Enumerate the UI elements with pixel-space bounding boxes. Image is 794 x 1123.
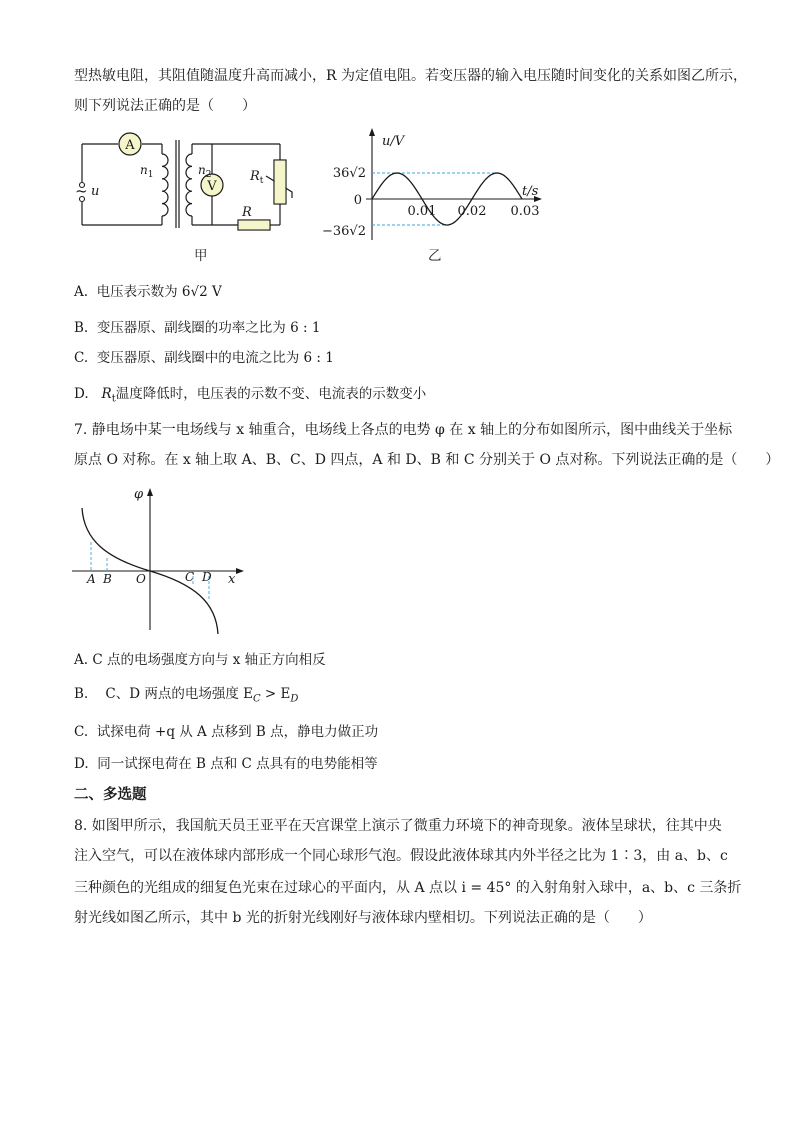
x-tick-label: 0.01 (407, 204, 437, 219)
q7-stem-line2: 原点 O 对称。在 x 轴上取 A、B、C、D 四点，A 和 D、B 和 C 分别关于 O 点对称。下列说法正确的是（ ） (74, 452, 780, 468)
x-label: x (228, 572, 236, 587)
ammeter-label: A (125, 138, 135, 153)
figure-q7-potential-curve (70, 484, 250, 634)
q7-option-d[interactable]: D. 同一试探电荷在 B 点和 C 点具有的电势能相等 (74, 756, 378, 772)
q8-line4: 射光线如图乙所示，其中 b 光的折射光线刚好与液体球内壁相切。下列说法正确的是（ ） (74, 910, 652, 926)
figure-yi-sine-chart (322, 128, 546, 244)
x-axis-label: t/s (522, 184, 539, 199)
q8-line1: 8. 如图甲所示，我国航天员王亚平在天宫课堂上演示了微重力环境下的神奇现象。液体呈球状，往其中央 (74, 818, 722, 834)
point-d-label: D (202, 570, 212, 584)
figure-yi-caption: 乙 (428, 248, 442, 264)
q6-option-c[interactable]: C. 变压器原、副线圈中的电流之比为 6 : 1 (74, 350, 334, 366)
y-axis-label: u/V (382, 134, 405, 149)
voltmeter-label: V (207, 179, 217, 194)
ac-source-symbol: ~ (75, 182, 88, 200)
n2-label: $n_2$ (198, 163, 212, 180)
origin-o-label: O (136, 572, 146, 586)
figure-jia-circuit (70, 128, 300, 240)
q7-option-b[interactable]: B. C、D 两点的电场强度 $E_C > E_D$ (74, 686, 299, 705)
point-b-label: B (103, 572, 112, 586)
n1-label: $n_1$ (140, 163, 154, 180)
y-max-label: 36√2 (332, 166, 366, 181)
q8-line3: 三种颜色的光组成的细复色光束在过球心的平面内，从 A 点以 i = 45° 的入射角射入球中，a、b、c 三条折 (74, 880, 742, 896)
x-tick-label: 0.02 (457, 204, 487, 219)
r-label: R (242, 205, 252, 220)
point-c-label: C (185, 570, 195, 584)
origin-label: 0 (353, 193, 362, 208)
point-a-label: A (87, 572, 96, 586)
y-min-label: −36√2 (322, 224, 366, 239)
q6-option-a[interactable]: A. 电压表示数为 6√2 V (74, 284, 222, 300)
x-tick-label: 0.03 (510, 204, 540, 219)
q7-option-c[interactable]: C. 试探电荷 +q 从 A 点移到 B 点，静电力做正功 (74, 724, 379, 740)
figure-jia-caption: 甲 (194, 248, 208, 264)
rt-label: $R_t$ (250, 169, 264, 186)
q7-option-a[interactable]: A. C 点的电场强度方向与 x 轴正方向相反 (74, 652, 326, 668)
source-label: u (91, 184, 100, 199)
q6-stem-line2: 则下列说法正确的是（ ） (74, 98, 256, 114)
q6-option-b[interactable]: B. 变压器原、副线圈的功率之比为 6 : 1 (74, 320, 321, 336)
q8-line2: 注入空气，可以在液体球内部形成一个同心球形气泡。假设此液体球其内外半径之比为 1∶3，由 a、b、c (74, 848, 728, 864)
q6-stem-line1: 型热敏电阻，其阻值随温度升高而减小，R 为定值电阻。若变压器的输入电压随时间变化的关系如图乙所示， (74, 68, 747, 84)
q6-option-d[interactable]: D. $R_t$温度降低时，电压表的示数不变、电流表的示数变小 (74, 386, 427, 405)
section-multiple-choice-title: 二、多选题 (74, 787, 147, 803)
phi-label: φ (134, 487, 144, 502)
q7-stem-line1: 7. 静电场中某一电场线与 x 轴重合，电场线上各点的电势 φ 在 x 轴上的分布如图所示，图中曲线关于坐标 (74, 422, 733, 438)
